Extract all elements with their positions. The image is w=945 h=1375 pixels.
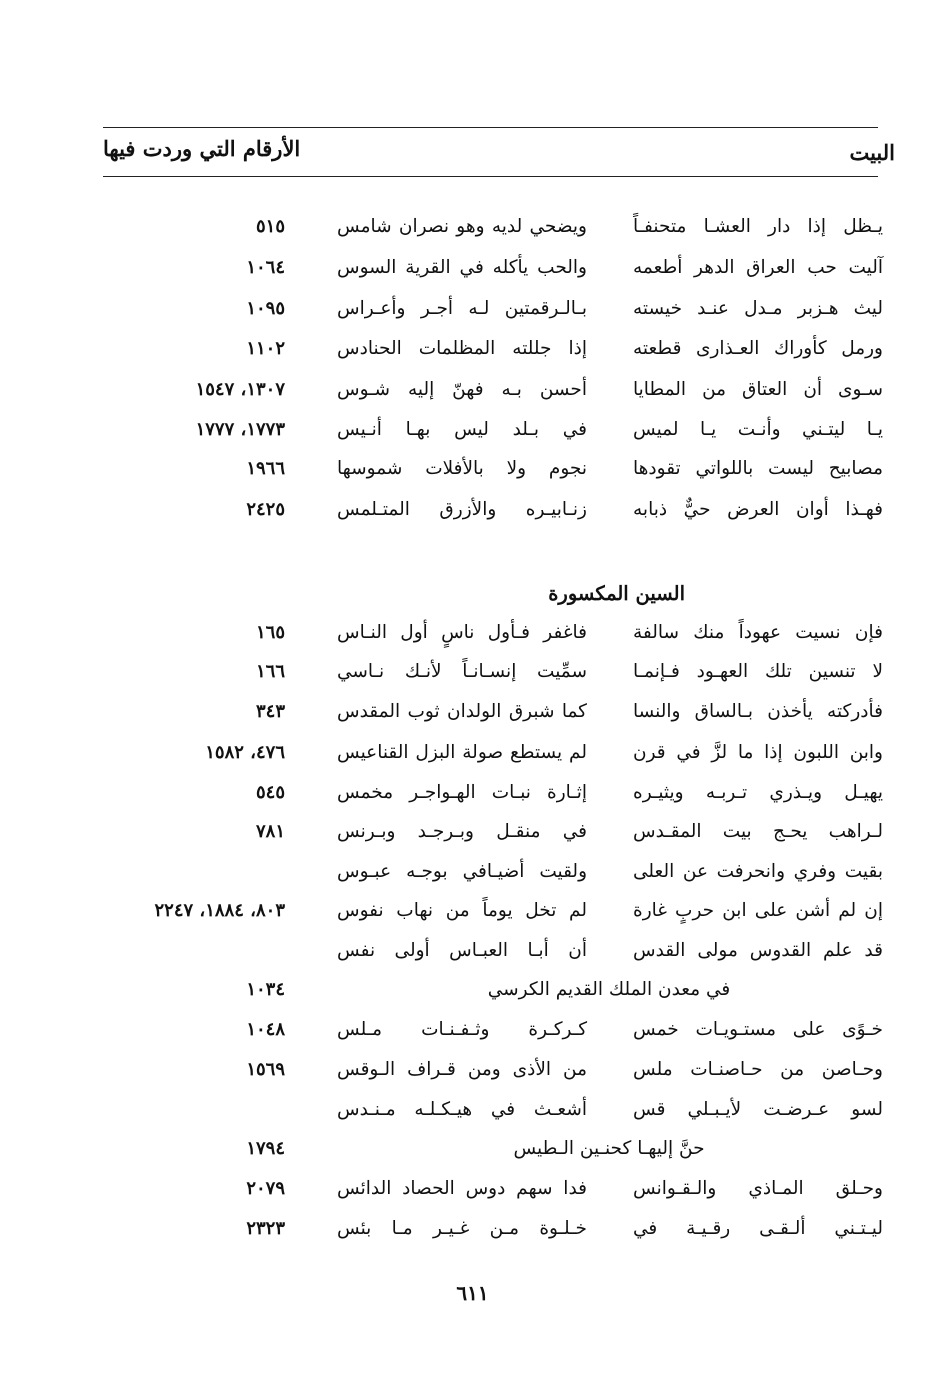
- first-hemistich: فأدركته يأخذن بـالساق والنسا: [633, 701, 883, 722]
- reference-numbers: ٢٤٢٥: [246, 499, 285, 520]
- reference-numbers: ١٥٦٩: [246, 1059, 285, 1080]
- first-hemistich: إن لم أشن على ابن حربٍ غارة: [633, 900, 883, 921]
- second-hemistich: أشعـث في هيـكـلـه مـنـدس: [337, 1099, 587, 1120]
- second-hemistich: ولقيت أضيـافي بوجـه عبـوس: [337, 861, 587, 882]
- reference-numbers: ٨٠٣، ١٨٨٤، ٢٢٤٧: [154, 900, 285, 921]
- verse-row: [0, 857, 945, 895]
- second-hemistich: والحب يأكله في القرية السوس: [337, 257, 587, 278]
- reference-numbers: ١٠٤٨: [246, 1019, 285, 1040]
- reference-numbers: ٣٤٣: [255, 701, 285, 722]
- first-hemistich: وحـلق المـاذي والـقـوانس: [633, 1178, 883, 1199]
- verse-row: [0, 253, 945, 291]
- verse-row: [0, 375, 945, 413]
- first-hemistich: يـا ليتـني وأنـت يـا لميس: [633, 419, 883, 440]
- second-hemistich: زنـابيـره والأزرق المتـلمس: [337, 499, 587, 520]
- reference-numbers: ١٣٠٧، ١٥٤٧: [195, 379, 285, 400]
- second-hemistich: في بـلد ليس بهـا أنـيس: [337, 419, 587, 440]
- header-verse-title: البيت: [849, 140, 895, 165]
- first-hemistich: وابن اللبون إذا ما لزَّ في قرن: [633, 742, 883, 763]
- second-hemistich: بـالـرقمتين لـه أجـر وأعـراس: [337, 298, 587, 319]
- verse-row: [0, 936, 945, 974]
- verse-row: [0, 738, 945, 776]
- second-hemistich: أحسن بـه فهنّ إليه شـوس: [337, 379, 587, 400]
- first-hemistich: لا تنسين تلك العهـود فـإنمـا: [633, 661, 883, 682]
- first-hemistich: قد علم القدوس مولى القدس: [633, 940, 883, 961]
- reference-numbers: ٢٠٧٩: [246, 1178, 285, 1199]
- verse-row-centered: [0, 975, 945, 1013]
- centered-hemistich: في معدن الملك القديم الكرسي: [487, 979, 731, 1000]
- verse-row: [0, 1055, 945, 1093]
- second-hemistich: ويضحي لديه وهو نصران شامس: [337, 216, 587, 237]
- verse-row: [0, 618, 945, 656]
- first-hemistich: خـوًى على مستـويـات خمس: [633, 1019, 883, 1040]
- first-hemistich: يـظل إذا دار العشـا متحنفـاً: [633, 216, 883, 237]
- first-hemistich: لسو عـرضـت لأيـبـلي قس: [633, 1099, 883, 1120]
- verse-row: [0, 1174, 945, 1212]
- reference-numbers: ٥١٥: [255, 216, 285, 237]
- reference-numbers: ١٠٦٤: [246, 257, 285, 278]
- reference-numbers: ٧٨١: [255, 821, 285, 842]
- first-hemistich: مصابيح ليست باللواتي تقودها: [633, 458, 883, 479]
- verse-row: [0, 1015, 945, 1053]
- second-hemistich: لم يستطع صولة البزل القناعيس: [337, 742, 587, 763]
- verse-row: [0, 896, 945, 934]
- verse-row: [0, 415, 945, 453]
- verse-row: [0, 1214, 945, 1252]
- second-hemistich: أن أبـا العبـاس أولى نفس: [337, 940, 587, 961]
- second-hemistich: إذا جللته المظلمات الحنادس: [337, 338, 587, 359]
- first-hemistich: وحـاصن من حـاصنـات ملس: [633, 1059, 883, 1080]
- verse-row: [0, 697, 945, 735]
- reference-numbers: ٥٤٥: [255, 782, 285, 803]
- verse-row-centered: [0, 1134, 945, 1172]
- second-hemistich: إثـارة نبـات الهـواجـر مخمس: [337, 782, 587, 803]
- header-numbers-title: الأرقام التي وردت فيها: [103, 136, 301, 161]
- second-hemistich: كـركـرة وثـفـنـات مـلس: [337, 1019, 587, 1040]
- section-heading: السين المكسورة: [548, 582, 685, 605]
- verse-row: [0, 454, 945, 492]
- verse-row: [0, 212, 945, 250]
- first-hemistich: بقيت وفري وانحرفت عن العلى: [633, 861, 883, 882]
- second-hemistich: فدا سهم دوس الحصاد الدائس: [337, 1178, 587, 1199]
- verse-row: [0, 294, 945, 332]
- page-number: ٦١١: [456, 1281, 489, 1305]
- first-hemistich: يهيـل ويـذري تـربـه ويثيـره: [633, 782, 883, 803]
- second-hemistich: نجوم ولا بالأفلات شموسها: [337, 458, 587, 479]
- reference-numbers: ١٧٧٣، ١٧٧٧: [195, 419, 285, 440]
- first-hemistich: ورمل كأوراك العـذارى قطعته: [633, 338, 883, 359]
- header-top-rule: [103, 127, 878, 128]
- first-hemistich: لـراهب يحـج بيت المقـدس: [633, 821, 883, 842]
- reference-numbers: ١٩٦٦: [246, 458, 285, 479]
- first-hemistich: ليث هـزبر مـدل عنـد خيسته: [633, 298, 883, 319]
- reference-numbers: ٢٣٢٣: [246, 1218, 285, 1239]
- reference-numbers: ٤٧٦، ١٥٨٢: [205, 742, 285, 763]
- verse-row: [0, 657, 945, 695]
- second-hemistich: في منقـل وبـرجـد وبـرنس: [337, 821, 587, 842]
- verse-row: [0, 334, 945, 372]
- reference-numbers: ١٠٣٤: [246, 979, 285, 1000]
- reference-numbers: ١٠٩٥: [246, 298, 285, 319]
- verse-row: [0, 495, 945, 533]
- verse-row: [0, 1095, 945, 1133]
- first-hemistich: ليـتـني ألـقـى رقـيـة في: [633, 1218, 883, 1239]
- verse-row: [0, 778, 945, 816]
- verse-row: [0, 817, 945, 855]
- reference-numbers: ١٦٥: [255, 622, 285, 643]
- centered-hemistich: حنَّ إليهـا كحنـين الـطيس: [513, 1138, 705, 1159]
- second-hemistich: لم تخل يوماً من نهاب نفوس: [337, 900, 587, 921]
- first-hemistich: فإن نسيت عهوداً منك سالفة: [633, 622, 883, 643]
- first-hemistich: آليت حب العراق الدهر أطعمه: [633, 257, 883, 278]
- header-bottom-rule: [103, 176, 878, 177]
- reference-numbers: ١٦٦: [255, 661, 285, 682]
- second-hemistich: سمِّيت إنسـانـاً لأنـك نـاسي: [337, 661, 587, 682]
- first-hemistich: سـوى أن العتاق من المطايا: [633, 379, 883, 400]
- second-hemistich: خـلـوة مـن غـيـر مـا بئس: [337, 1218, 587, 1239]
- second-hemistich: من الأذى ومن قـراف الـوقس: [337, 1059, 587, 1080]
- reference-numbers: ١١٠٢: [246, 338, 285, 359]
- first-hemistich: فهـذا أوان العرض حيٌّ ذبابه: [633, 499, 883, 520]
- second-hemistich: فاغفر فـأول ناسٍ أول النـاس: [337, 622, 587, 643]
- reference-numbers: ١٧٩٤: [246, 1138, 285, 1159]
- second-hemistich: كما شبرق الولدان ثوب المقدس: [337, 701, 587, 722]
